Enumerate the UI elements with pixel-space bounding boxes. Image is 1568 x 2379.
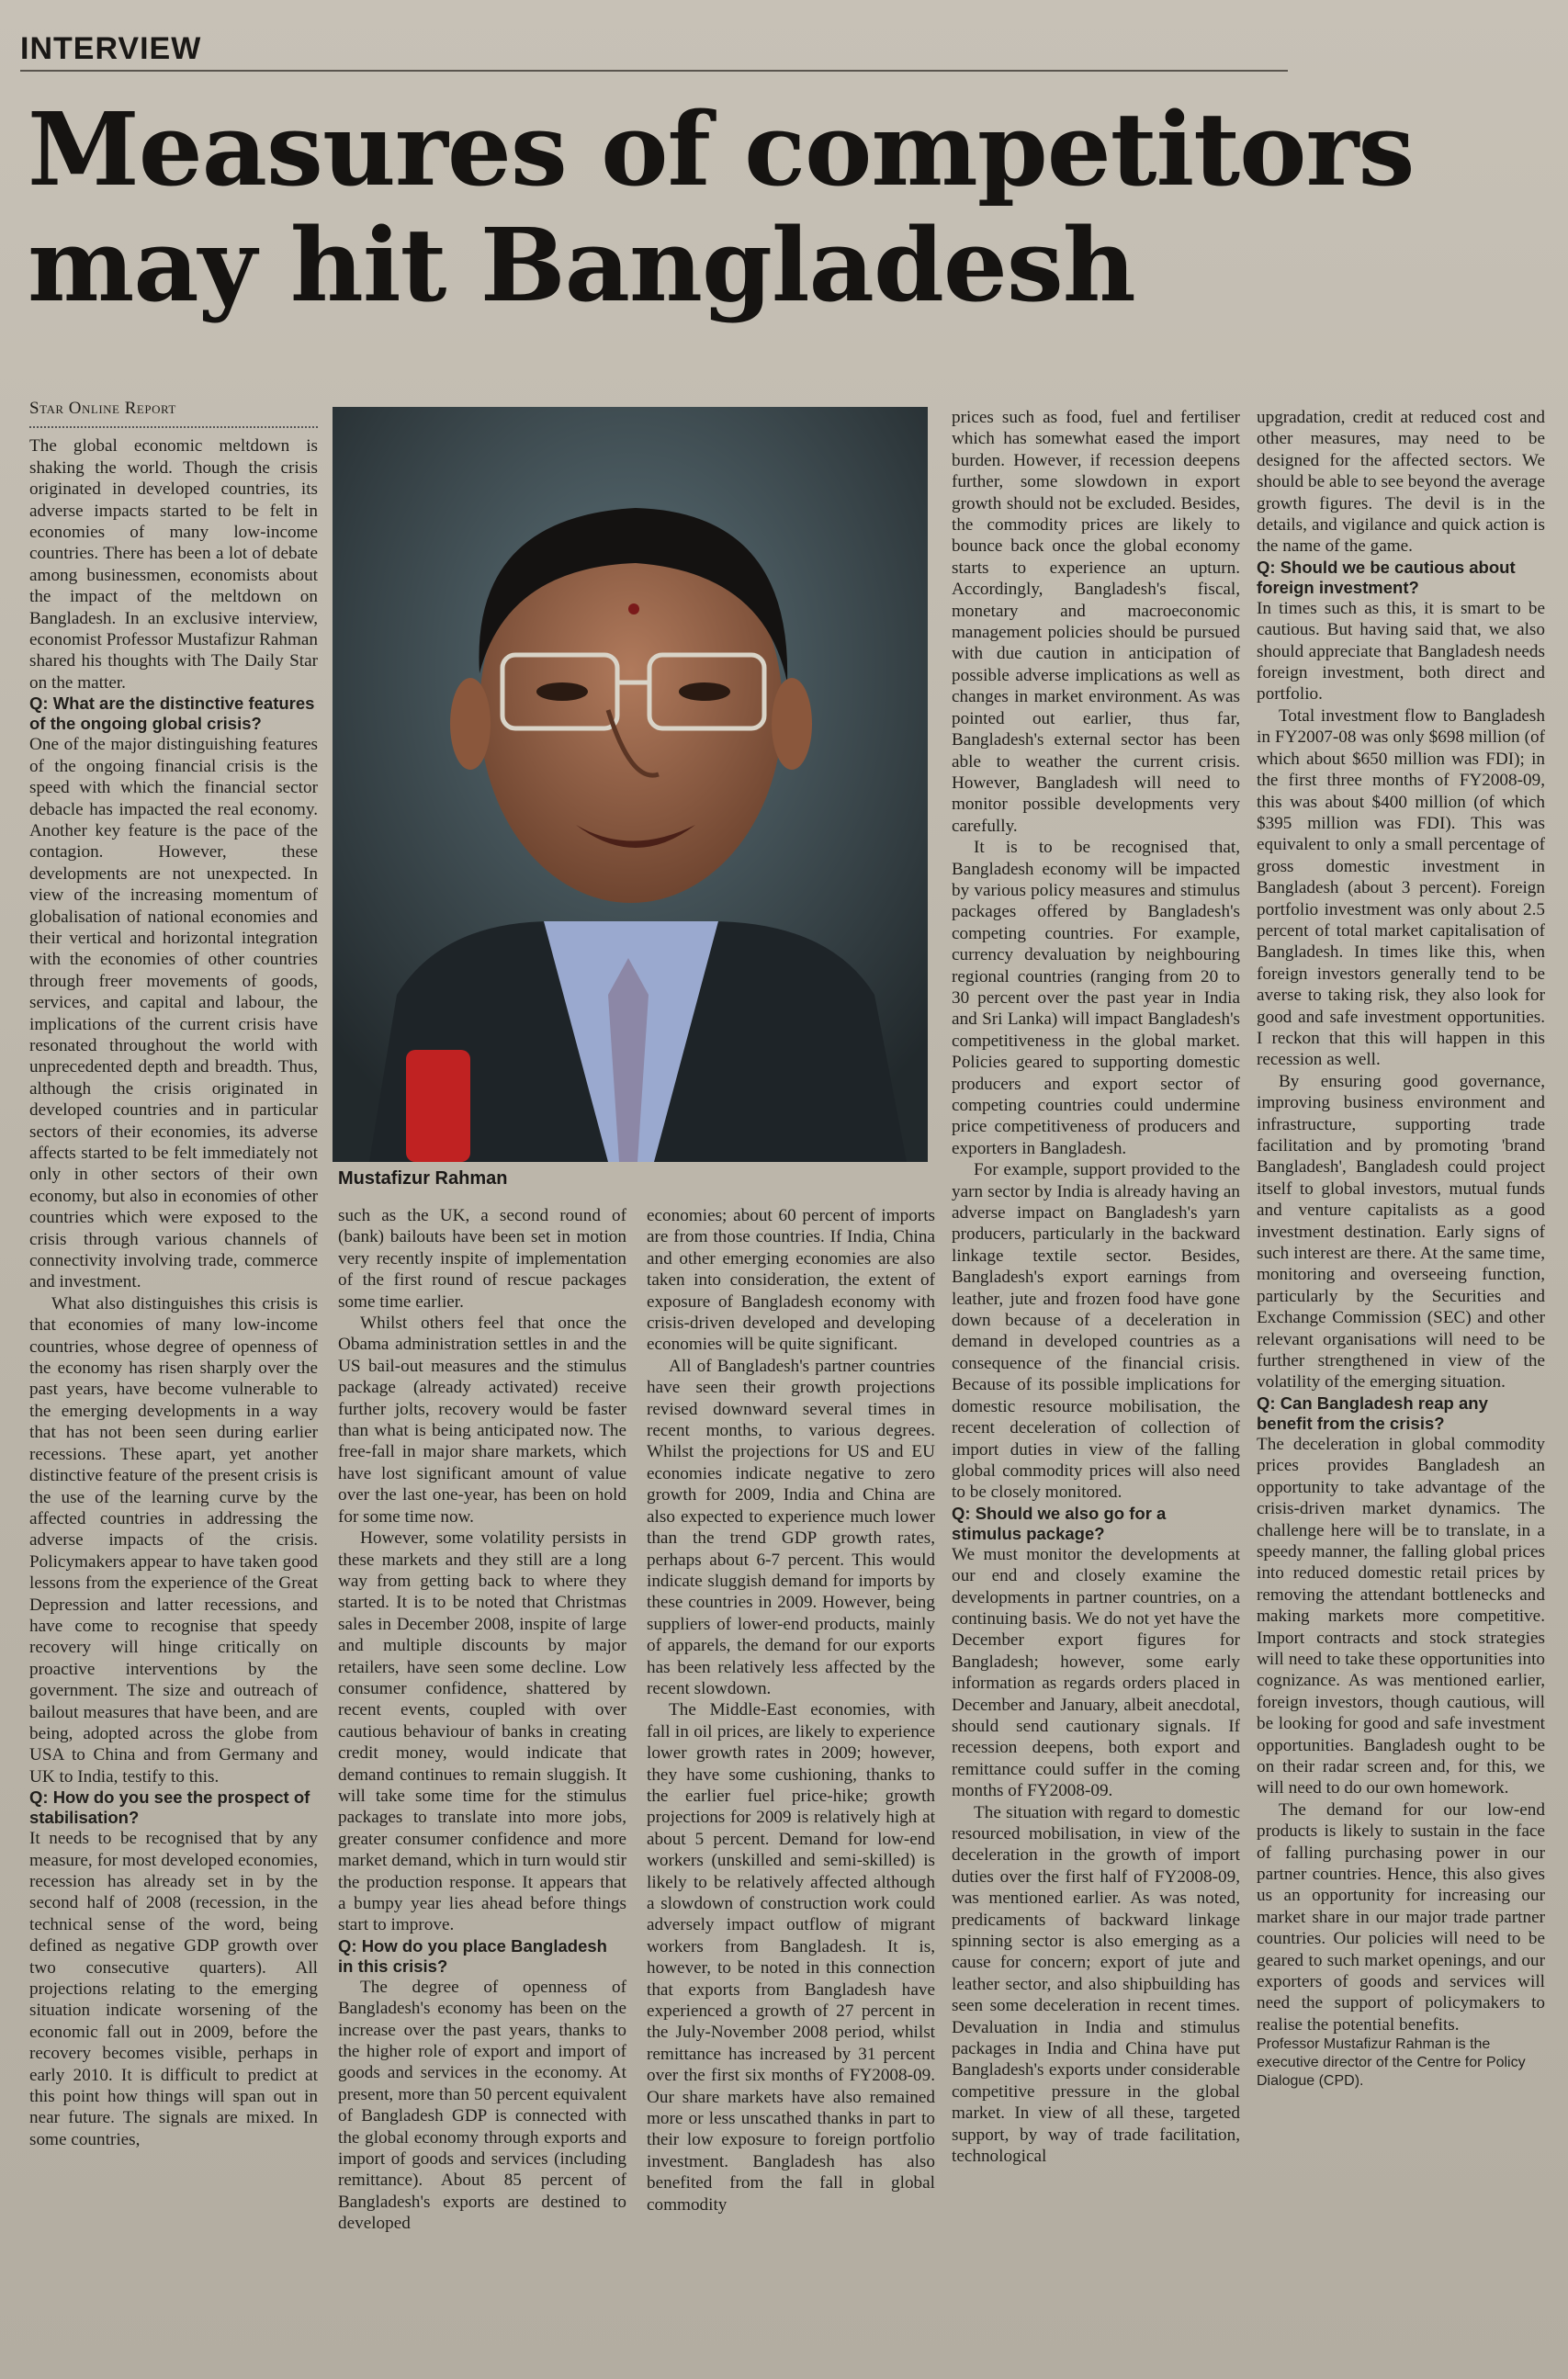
article-paragraph: By ensuring good governance, improving business environment and infrastructure, supporting trade facilitation and by promoting 'brand Bangladesh', Bangladesh could project itself to global investors, mutual funds and venture capitalists as a good investment destination. Early signs of such interest are there. At the same time, monitoring and overseeing function, particularly by the Securities and Exchange Commission (SEC) and other relevant organisations will need to be further strengthened in view of the volatility of the emerging situation.: [1257, 1071, 1545, 1392]
article-paragraph: economies; about 60 percent of imports are from those countries. If India, China and other emerging economies are also taken into consideration, the extent of exposure of Bangladesh economy with crisis-driven developed and developing economies will be quite significant.: [647, 1206, 935, 1355]
section-label: INTERVIEW: [20, 31, 202, 66]
portrait-illustration: [333, 407, 928, 1162]
headline-line-2: may hit Bangladesh: [28, 206, 1135, 324]
article-paragraph: It needs to be recognised that by any measure, for most developed economies, recession has already set in by the second half of 2008 (recession, in the technical sense of the word, being defined as negative GDP growth over two consecutive quarters). All projections relating to the emerging situation indicate worsening of the economic fall out in 2009, before the recovery becomes visible, perhaps in early 2010. It is difficult to predict at this point how things will span out in near future. The signals are mixed. In some countries,: [29, 1829, 318, 2149]
article-paragraph: The deceleration in global commodity prices provides Bangladesh an opportunity to take advantage of the crisis-driven market dynamics. The challenge here will be to translate, in a speedy manner, the falling global prices into reduced domestic retail prices by removing the attendant bottlenecks and making markets more competitive. Import contracts and stock strategies will need to take these opportunities into cognizance. As was mentioned earlier, foreign investors, though cautious, will be looking for good and safe investment opportunities. Bangladesh ought to be on their radar screen and, for this, we will need to do our own homework.: [1257, 1434, 1545, 1798]
article-paragraph: We must monitor the developments at our end and closely examine the developments in partner countries, on a continuing basis. We do not yet have the December export figures for Bangladesh; however, some early information as regards orders placed in December and January, albeit anecdotal, should send cautionary signals. If recession deepens, both export and remittance could suffer in the coming months of FY2008-09.: [952, 1544, 1240, 1801]
author-footnote: Professor Mustafizur Rahman is the executive director of the Centre for Policy Dialogue (CPD).: [1257, 2036, 1526, 2090]
article-paragraph: One of the major distinguishing features of the ongoing financial crisis is the speed with which the financial sector debacle has impacted the real economy. Another key feature is the pace of the contagion. However, these developments are not unexpected. In view of the increasing momentum of globalisation of national economies and their vertical and horizontal integration with the economies of other countries through freer movements of goods, services, and capital and labour, the implications of the current crisis have resonated throughout the world with unprecedented depth and breadth. Thus, although the crisis originated in developed countries and in particular sectors of their economies, its adverse affects started to be felt immediately not only in other sectors of their own economy, but also in economies of other countries which were exposed to the crisis through various channels of connectivity involving trade, commerce and investment.: [29, 735, 318, 1292]
article-paragraph: The degree of openness of Bangladesh's economy has been on the increase over the past years, thanks to the higher role of export and import of goods and services in the economy. At present, more than 50 percent equivalent of Bangladesh GDP is connected with the global economy through exports and import of goods and services (including remittance). About 85 percent of Bangladesh's exports are destined to developed: [338, 1977, 626, 2234]
article-column-2: [338, 1205, 626, 2359]
section-rule: [20, 70, 1288, 72]
article-column-5: [1257, 407, 1545, 2359]
article-paragraph: The demand for our low-end products is likely to sustain in the face of falling purchasing power in our partner countries. Hence, this also gives us an opportunity for increasing our market share in our major trade partner countries. Our policies will need to be geared to such market openings, and our exporters of goods and services will need the support of policymakers to realise the potential benefits.: [1257, 1799, 1545, 2035]
headline: [28, 92, 1516, 323]
article-paragraph: What also distinguishes this crisis is that economies of many low-income countries, whose degree of openness of the economy has risen sharply over the past years, have become vulnerable to the emerging developments in a way that has not been seen during earlier recessions. These apart, yet another distinctive feature of the present crisis is the use of the learning curve by the affected countries in addressing the adverse impacts of the crisis. Policymakers appear to have taken good lessons from the experience of the Great Depression and latter recessions, and have come to recognise that speedy recovery will hinge critically on proactive interventions by the government. The size and outreach of bailout measures that have been, and are being, adopted across the globe from USA to China and from Germany and UK to India, testify to this.: [29, 1293, 318, 1787]
interview-question: Q: How do you see the prospect of stabilisation?: [29, 1787, 310, 1828]
article-paragraph: Total investment flow to Bangladesh in FY2007-08 was only $698 million (of which about $650 million was FDI); in the first three months of FY2008-09, this was about $400 million (of which $395 million was FDI). This was equivalent to only a small percentage of gross domestic investment in Bangladesh (about 3 percent). Foreign portfolio investment was only about 2.5 percent of total market capitalisation of Bangladesh. In times like this, when foreign investors generally tend to be averse to taking risk, they also look for good and safe investment opportunities. I reckon that this will happen in this recession as well.: [1257, 705, 1545, 1070]
portrait-photo: [333, 407, 928, 1162]
article-paragraph: All of Bangladesh's partner countries have seen their growth projections revised downward several times in recent months, to various degrees. Whilst the projections for US and EU economies indicate negative to zero growth for 2009, India and China are also expected to experience much lower than the trend GDP growth rates, perhaps about 6-7 percent. This would indicate sluggish demand for imports by these countries in 2009. However, being suppliers of lower-end products, mainly of apparels, the demand for our exports has been relatively less affected by the recent slowdown.: [647, 1356, 935, 1698]
article-paragraph: The situation with regard to domestic resourced mobilisation, in view of the deceleration in the growth of import duties over the first half of FY2008-09, was mentioned earlier. As was noted, predicaments of backward linkage spinning sector is also emerging as a cause for concern; export of jute and leather sector, and also shipbuilding has seen some deceleration in recent times. Devaluation in India and stimulus packages in India and China have put Bangladesh's exports under considerable competitive pressure in the global market. In view of all these, targeted support, by way of trade facilitation, technological: [952, 1802, 1240, 2167]
article-paragraph: such as the UK, a second round of (bank) bailouts have been set in motion very recently inspite of implementation of the first round of rescue packages some time earlier.: [338, 1206, 626, 1312]
headline-line-1: Measures of competitors: [28, 90, 1415, 209]
article-paragraph: In times such as this, it is smart to be cautious. But having said that, we also should appreciate that Bangladesh needs foreign investment, both direct and portfolio.: [1257, 598, 1545, 705]
article-paragraph: The global economic meltdown is shaking the world. Though the crisis originated in developed countries, its adverse impacts started to be felt in economies of many low-income countries. There has been a lot of debate among businessmen, economists about the impact of the meltdown on Bangladesh. In an exclusive interview, economist Professor Mustafizur Rahman shared his thoughts with The Daily Star on the matter.: [29, 436, 318, 693]
article-paragraph: prices such as food, fuel and fertiliser which has somewhat eased the import burden. However, if recession deepens further, some slowdown in export growth should not be excluded. Besides, the commodity prices are likely to bounce back once the global economy starts to experience an upturn. Accordingly, Bangladesh's fiscal, monetary and macroeconomic management policies should be pursued with due caution in anticipation of possible adverse implications as well as changes in market environment. As was pointed out earlier, thus far, Bangladesh's external sector has been able to weather the current crisis. However, Bangladesh will need to monitor possible developments very carefully.: [952, 408, 1240, 836]
article-column-1: [29, 398, 318, 2359]
article-paragraph: upgradation, credit at reduced cost and other measures, may need to be designed for the affected sectors. We should be able to see beyond the average growth figures. The devil is in the details, and vigilance and quick action is the name of the game.: [1257, 408, 1545, 557]
article-paragraph: It is to be recognised that, Bangladesh economy will be impacted by various policy measures and stimulus packages offered by Bangladesh's competing countries. For example, currency devaluation by neighbouring regional countries (ranging from 20 to 30 percent over the past year in India and Sri Lanka) will impact Bangladesh's competitiveness in the global market. Policies geared to supporting domestic producers and export sector of competing countries could undermine price competitiveness of producers and exporters in Bangladesh.: [952, 838, 1240, 1158]
interview-question: Q: Should we be cautious about foreign investment?: [1257, 557, 1516, 597]
byline: Star Online Report: [29, 398, 318, 428]
article-paragraph: Whilst others feel that once the Obama administration settles in and the US bail-out measures and the stimulus package (already activated) receive further jolts, recovery would be faster than what is being anticipated now. The free-fall in major share markets, which have lost significant amount of value over the last one-year, has been on hold for some time now.: [338, 1314, 626, 1527]
article-paragraph: The Middle-East economies, with fall in oil prices, are likely to experience lower growth rates in 2009; however, they have some cushioning, thanks to the earlier fuel price-hike; growth projections for 2009 is relatively high at about 5 percent. Demand for low-end workers (unskilled and semi-skilled) is likely to be relatively affected although a slowdown of construction work could adversely impact outflow of migrant workers from Bangladesh. It is, however, to be noted in this connection that exports from Bangladesh have experienced a growth of 27 percent in the July-November 2008 period, whilst remittance has increased by 31 percent over the first six months of FY2008-09. Our share markets have also remained more or less unscathed thanks in part to their low exposure to foreign portfolio investment. Bangladesh has also benefited from the fall in global commodity: [647, 1700, 935, 2215]
interview-question: Q: Should we also go for a stimulus package?: [952, 1503, 1167, 1543]
article-paragraph: However, some volatility persists in these markets and they still are a long way from getting back to where they started. It is to be noted that Christmas sales in December 2008, inspite of large and multiple discounts by major retailers, have seen some decline. Low consumer confidence, shattered by recent events, coupled with over cautious behaviour of banks in creating credit money, would indicate that demand continues to remain sluggish. It will take some time for the stimulus packages to translate into more jobs, greater consumer confidence and more market demand, which in turn would stir the production response. It appears that a bumpy year lies ahead before things start to improve.: [338, 1528, 626, 1935]
interview-question: Q: How do you place Bangladesh in this crisis?: [338, 1935, 607, 1976]
article-column-3: [647, 1205, 935, 2359]
photo-caption: Mustafizur Rahman: [338, 1168, 508, 1189]
article-paragraph: For example, support provided to the yarn sector by India is already having an adverse impact on Bangladesh's yarn producers, particularly in the backward linkage textile sector. Besides, Bangladesh's export earnings from leather, jute and frozen food have gone down because of a deceleration in demand in developed countries as a consequence of the financial crisis. Because of its possible implications for domestic resource mobilisation, the recent deceleration of collection of import duties in view of the falling global commodity prices will also need to be closely monitored.: [952, 1160, 1240, 1503]
article-column-4: [952, 407, 1240, 2359]
interview-question: Q: Can Bangladesh reap any benefit from the crisis?: [1257, 1392, 1488, 1433]
interview-question: Q: What are the distinctive features of the ongoing global crisis?: [29, 693, 315, 734]
